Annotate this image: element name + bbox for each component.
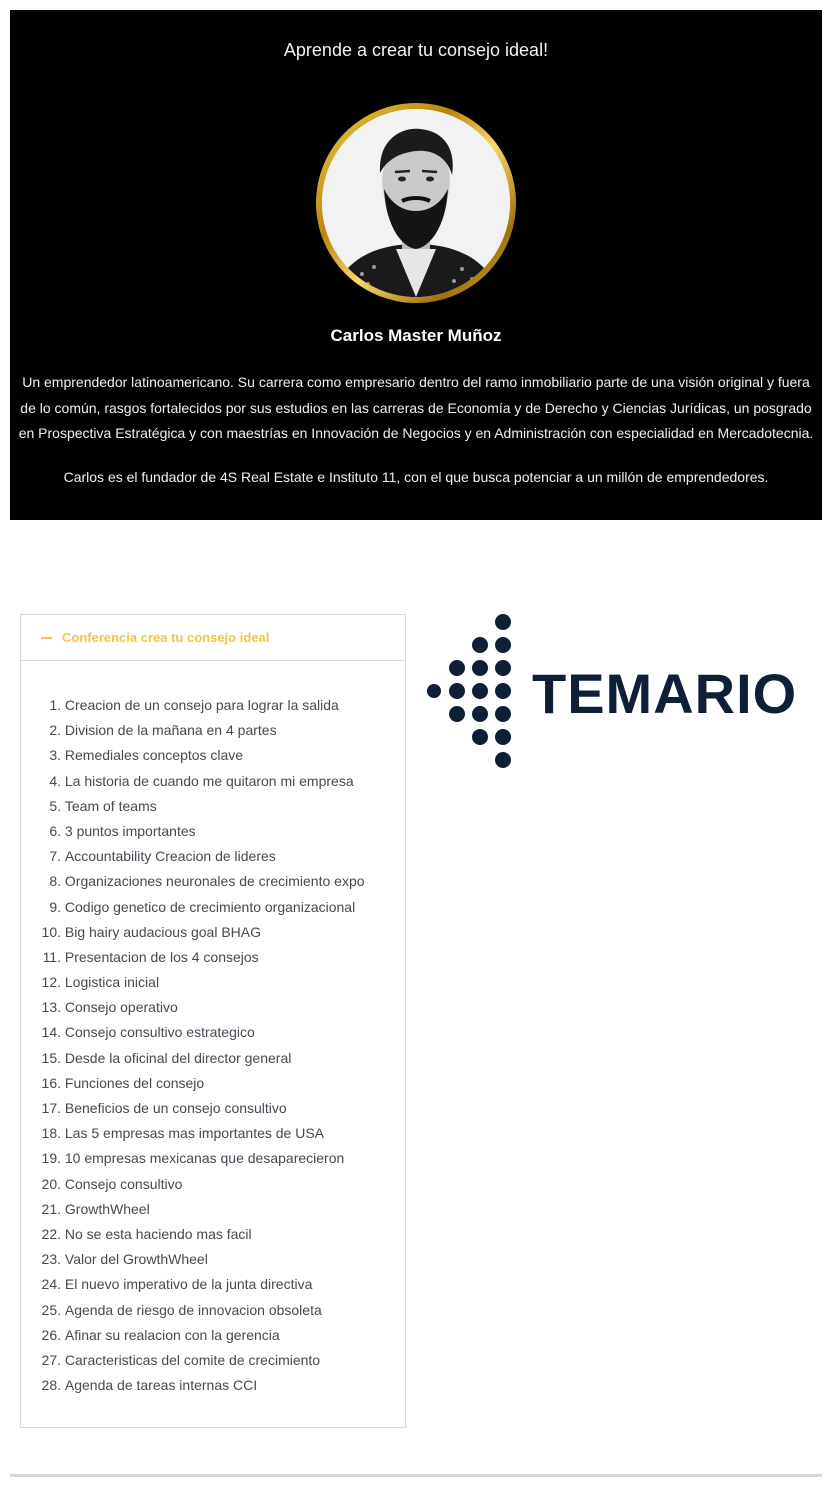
topic-number: 16.: [41, 1074, 61, 1091]
topic-number: 3.: [49, 747, 61, 764]
avatar-portrait-icon: [322, 109, 510, 297]
topic-text: Division de la mañana en 4 partes: [64, 722, 277, 739]
logo-dot: [495, 752, 511, 768]
topic-item: [21, 1247, 405, 1272]
logo-dot: [449, 683, 465, 699]
topic-number: 15.: [41, 1049, 61, 1066]
topic-text: Consejo consultivo estrategico: [64, 1024, 255, 1041]
logo-dot: [495, 614, 511, 630]
topic-number: 9.: [49, 898, 61, 915]
topic-text: Consejo consultivo: [64, 1175, 183, 1192]
topic-item: [21, 1146, 405, 1171]
topic-text: GrowthWheel: [64, 1200, 150, 1217]
topic-item: [21, 1373, 405, 1398]
topic-number: 8.: [49, 873, 61, 890]
topic-number: 13.: [41, 999, 61, 1016]
topic-text: Creacion de un consejo para lograr la salida: [64, 697, 339, 713]
hero-title: Aprende a crear tu consejo ideal!: [283, 40, 549, 60]
accordion-title[interactable]: Conferencia crea tu consejo ideal: [62, 630, 270, 645]
topic-text: Remediales conceptos clave: [64, 747, 244, 764]
logo-dot: [449, 660, 465, 676]
topic-text: Afinar su realacion con la gerencia: [64, 1326, 280, 1343]
topic-number: 10.: [41, 923, 61, 940]
dot-arrow-icon: [420, 606, 530, 782]
topic-item: [21, 769, 405, 794]
logo-dot: [472, 729, 488, 745]
topic-item: [21, 693, 405, 718]
topic-number: 11.: [42, 948, 61, 965]
logo-dot: [449, 706, 465, 722]
topic-item: [21, 1020, 405, 1045]
topic-text: Presentacion de los 4 consejos: [64, 948, 259, 965]
topic-number: 20.: [41, 1175, 61, 1192]
topic-number: 18.: [41, 1125, 61, 1142]
logo-dot: [495, 637, 511, 653]
portrait-illustration: [322, 109, 510, 297]
topic-item: [21, 1121, 405, 1146]
topic-text: Big hairy audacious goal BHAG: [64, 923, 261, 940]
topic-number: 26.: [41, 1326, 61, 1343]
topic-item: [21, 1348, 405, 1373]
topic-number: 21.: [41, 1200, 61, 1217]
logo-dot: [495, 660, 511, 676]
topic-number: 27.: [41, 1351, 61, 1368]
accordion-header[interactable]: [21, 615, 405, 661]
logo-dot: [472, 706, 488, 722]
avatar: [316, 103, 516, 303]
topic-number: 4.: [49, 772, 61, 789]
topic-text: Organizaciones neuronales de crecimiento expo: [64, 873, 365, 890]
topic-item: [21, 743, 405, 768]
logo-dot: [427, 684, 441, 698]
topic-text: 3 puntos importantes: [64, 822, 196, 839]
topic-item: [21, 1046, 405, 1071]
topic-number: 5.: [49, 797, 61, 814]
topic-number: 14.: [41, 1024, 61, 1041]
topic-number: 23.: [41, 1251, 61, 1268]
topic-text: Beneficios de un consejo consultivo: [64, 1100, 287, 1116]
topic-number: 6.: [49, 822, 61, 839]
topic-item: [21, 869, 405, 894]
logo-dot: [472, 637, 488, 653]
topic-number: 24.: [41, 1276, 61, 1293]
topic-item: [21, 1096, 405, 1121]
topic-item: [21, 1222, 405, 1247]
topic-text: Desde la oficinal del director general: [64, 1049, 292, 1066]
minus-icon[interactable]: [41, 637, 52, 639]
topic-text: Logistica inicial: [64, 974, 160, 991]
topic-text: El nuevo imperativo de la junta directiva: [64, 1276, 313, 1293]
topic-item: [21, 970, 405, 995]
topic-number: 17.: [41, 1100, 61, 1116]
topic-item: [21, 995, 405, 1020]
speaker-bio: Un emprendedor latinoamericano. Su carrera como empresario dentro del ramo inmobiliario parte de una visión original y fuera de lo común, rasgos fortalecidos por sus estudios en las carreras de Economía y de Derecho y Ciencias Jurídicas, un posgrado en Prospectiva Estratégica y con maestrías en Innovación de Negocios y en Administración con especialidad en Mercadotecnia.: [18, 374, 814, 441]
topic-number: 22.: [41, 1225, 61, 1242]
topic-text: Team of teams: [64, 797, 157, 814]
bottom-divider: [10, 1474, 822, 1477]
topic-item: [21, 844, 405, 869]
logo-dot: [472, 683, 488, 699]
topic-item: [21, 1071, 405, 1096]
topic-item: [21, 945, 405, 970]
topic-number: 25.: [41, 1301, 61, 1318]
logo-dot: [495, 729, 511, 745]
logo-dot: [495, 683, 511, 699]
topic-text: Agenda de riesgo de innovacion obsoleta: [64, 1301, 322, 1318]
topic-item: [21, 819, 405, 844]
topic-text: 10 empresas mexicanas que desaparecieron: [64, 1150, 345, 1167]
topic-item: [21, 1197, 405, 1222]
topic-text: La historia de cuando me quitaron mi empresa: [64, 772, 354, 789]
topic-number: 1.: [49, 697, 61, 713]
topic-text: Codigo genetico de crecimiento organizacional: [64, 898, 356, 915]
speaker-hero: [10, 10, 822, 520]
topic-text: Agenda de tareas internas CCI: [64, 1377, 258, 1394]
topic-text: No se esta haciendo mas facil: [64, 1225, 252, 1242]
topic-item: [21, 1272, 405, 1297]
topic-text: Consejo operativo: [64, 999, 178, 1016]
topic-number: 19.: [41, 1150, 61, 1167]
speaker-bio-secondary: Carlos es el fundador de 4S Real Estate e Instituto 11, con el que busca potenciar a un millón de emprendedores.: [63, 469, 769, 485]
topic-number: 2.: [49, 722, 61, 739]
topic-text: Caracteristicas del comite de crecimiento: [64, 1351, 321, 1368]
logo-dot: [495, 706, 511, 722]
topic-item: [21, 1323, 405, 1348]
topic-text: Funciones del consejo: [64, 1074, 205, 1091]
temario-heading: TEMARIO: [532, 662, 798, 725]
speaker-name: Carlos Master Muñoz: [330, 326, 502, 345]
topic-list: [21, 693, 405, 1398]
topic-text: Accountability Creacion de lideres: [64, 848, 276, 865]
topic-text: Valor del GrowthWheel: [64, 1251, 208, 1268]
topic-number: 12.: [41, 974, 61, 991]
topic-item: [21, 1298, 405, 1323]
topic-item: [21, 895, 405, 920]
topic-item: [21, 794, 405, 819]
topic-item: [21, 718, 405, 743]
logo-dot: [472, 660, 488, 676]
topic-item: [21, 920, 405, 945]
topic-item: [21, 1172, 405, 1197]
topic-number: 7.: [49, 848, 61, 865]
topic-number: 28.: [41, 1377, 61, 1394]
temario-logo: [420, 606, 800, 782]
course-accordion: [20, 614, 406, 1428]
topic-text: Las 5 empresas mas importantes de USA: [64, 1125, 325, 1142]
